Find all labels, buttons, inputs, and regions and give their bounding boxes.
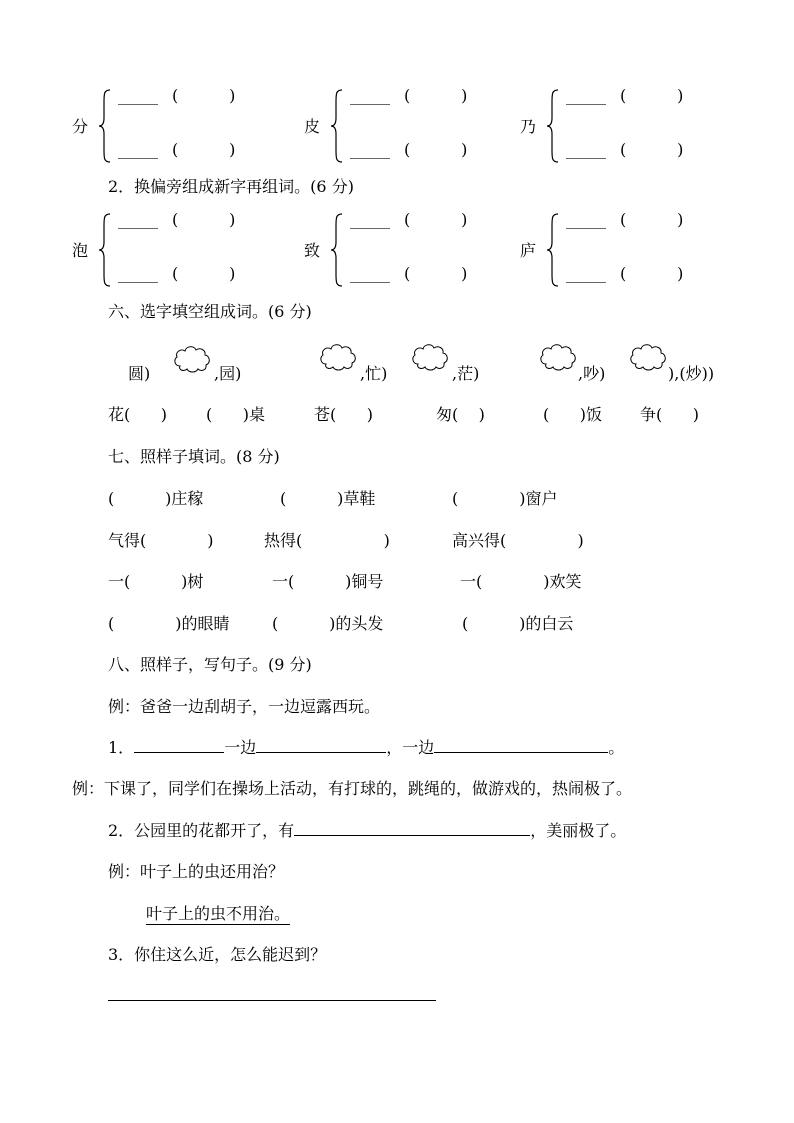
brace-icon (98, 88, 112, 168)
blank-bottom[interactable]: _____ (350, 140, 390, 159)
sentence-start: 2．公园里的花都开了，有 (108, 821, 295, 840)
fill-word: 匆( ) (436, 405, 485, 424)
paren-top: ( ) (404, 210, 468, 229)
base-character: 庐 (520, 241, 537, 260)
sentence-2 (108, 818, 626, 841)
base-character: 乃 (520, 117, 537, 136)
cloud-icon (538, 338, 578, 374)
fill-phrase: ( )的眼睛 (108, 614, 230, 633)
fill-phrase: 一( )铜号 (272, 572, 384, 591)
fill-phrase: ( )窗户 (452, 489, 558, 508)
question-number: 1． (108, 738, 135, 757)
cloud-icon (318, 338, 358, 374)
sentence-end: 。 (608, 738, 625, 757)
option-text: ,忙) (360, 364, 388, 383)
blank-top[interactable]: _____ (566, 210, 606, 229)
section-title: 七、照样子填词。(8 分) (108, 447, 280, 466)
section-title: 六、选字填空组成词。(6 分) (108, 302, 312, 321)
base-character: 皮 (304, 117, 321, 136)
connector-text: ，一边 (386, 738, 435, 757)
blank-bottom[interactable]: _____ (350, 264, 390, 283)
base-character: 泡 (72, 241, 89, 260)
fill-phrase: 一( )欢笑 (460, 572, 582, 591)
section-title: 2．换偏旁组成新字再组词。(6 分) (108, 177, 354, 196)
blank-top[interactable]: _____ (118, 86, 158, 105)
blank-bottom[interactable]: _____ (566, 264, 606, 283)
paren-bottom: ( ) (172, 264, 236, 283)
paren-top: ( ) (172, 210, 236, 229)
fill-phrase: ( )草鞋 (280, 489, 376, 508)
base-character: 致 (304, 241, 321, 260)
paren-bottom: ( ) (404, 264, 468, 283)
paren-top: ( ) (172, 86, 236, 105)
answer-blank[interactable] (434, 752, 608, 753)
brace-icon (546, 88, 560, 168)
answer-blank[interactable] (294, 835, 530, 836)
fill-phrase: ( )的头发 (272, 614, 384, 633)
fill-word: 花( ) (108, 405, 168, 424)
section-title: 八、照样子，写句子。(9 分) (108, 655, 312, 674)
option-text: ,茫) (452, 364, 480, 383)
option-text: 圆) (128, 364, 151, 383)
paren-bottom: ( ) (172, 140, 236, 159)
blank-bottom[interactable]: _____ (566, 140, 606, 159)
blank-top[interactable]: _____ (118, 210, 158, 229)
paren-top: ( ) (404, 86, 468, 105)
paren-top: ( ) (620, 86, 684, 105)
connector-text: 一边 (224, 738, 257, 757)
question-3: 3．你住这么近，怎么能迟到？ (108, 945, 327, 964)
sentence-1 (108, 735, 624, 758)
example-sentence: 例：叶子上的虫还用治？ (108, 862, 285, 881)
blank-top[interactable]: _____ (566, 86, 606, 105)
brace-icon (330, 212, 344, 292)
fill-word: 苍( ) (314, 405, 374, 424)
fill-phrase: 气得( ) (108, 531, 214, 550)
fill-phrase: 一( )树 (108, 572, 204, 591)
paren-bottom: ( ) (620, 264, 684, 283)
fill-word: ( )饭 (543, 405, 603, 424)
answer-blank[interactable] (256, 752, 386, 753)
answer-blank[interactable] (134, 752, 224, 753)
cloud-icon (172, 340, 212, 376)
fill-phrase: ( )庄稼 (108, 489, 204, 508)
brace-icon (330, 88, 344, 168)
fill-phrase: 高兴得( ) (452, 531, 584, 550)
example-answer-text: 叶子上的虫不用治。 (146, 901, 290, 925)
blank-bottom[interactable]: _____ (118, 140, 158, 159)
cloud-icon (628, 338, 668, 374)
brace-icon (98, 212, 112, 292)
brace-icon (546, 212, 560, 292)
paren-bottom: ( ) (620, 140, 684, 159)
option-text: ,吵) (578, 364, 606, 383)
blank-bottom[interactable]: _____ (118, 264, 158, 283)
fill-phrase: ( )的白云 (462, 614, 574, 633)
answer-line[interactable] (108, 1000, 436, 1001)
blank-top[interactable]: _____ (350, 210, 390, 229)
sentence-end: ，美丽极了。 (530, 821, 627, 840)
blank-top[interactable]: _____ (350, 86, 390, 105)
example-answer (146, 901, 290, 925)
example-sentence: 例：爸爸一边刮胡子，一边逗露西玩。 (108, 697, 381, 716)
example-sentence: 例：下课了，同学们在操场上活动，有打球的，跳绳的，做游戏的，热闹极了。 (72, 779, 633, 798)
cloud-icon (410, 338, 450, 374)
fill-phrase: 热得( ) (264, 531, 390, 550)
option-text: ),(炒)) (668, 364, 715, 383)
paren-bottom: ( ) (404, 140, 468, 159)
paren-top: ( ) (620, 210, 684, 229)
fill-word: 争( ) (640, 405, 700, 424)
base-character: 分 (72, 117, 89, 136)
fill-word: ( )桌 (206, 405, 266, 424)
option-text: ,园) (214, 364, 242, 383)
